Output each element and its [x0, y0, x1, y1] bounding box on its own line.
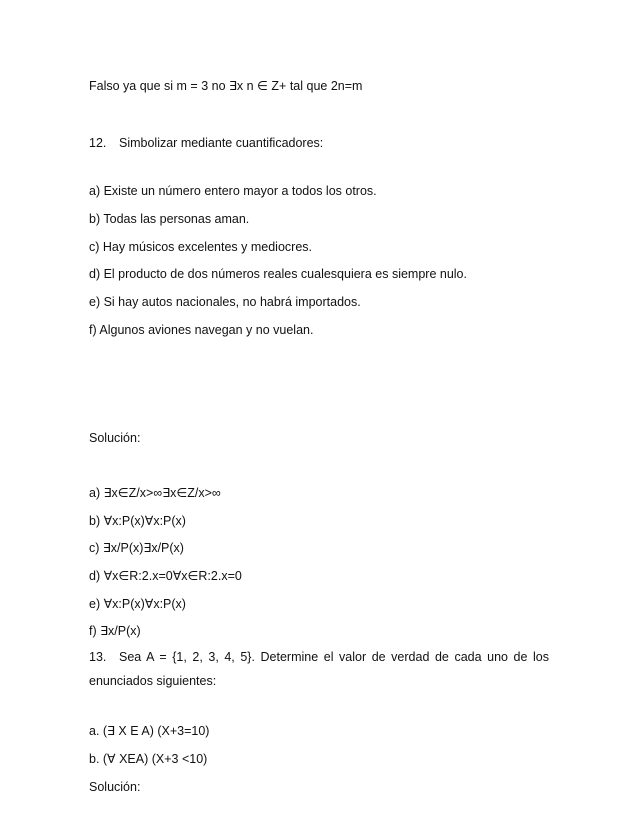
- solution-c: c) ∃x/P(x)∃x/P(x): [89, 541, 184, 555]
- question-12-heading: [89, 135, 323, 151]
- intro-line: Falso ya que si m = 3 no ∃x n ∈ Z+ tal que 2n=m: [89, 79, 363, 93]
- q12-item-a: a) Existe un número entero mayor a todos los otros.: [89, 184, 377, 198]
- solution-label-1: Solución:: [89, 431, 141, 445]
- question-13: [89, 645, 549, 693]
- solution-a: a) ∃x∈Z/x>∞∃x∈Z/x>∞: [89, 486, 221, 500]
- q12-item-d: d) El producto de dos números reales cualesquiera es siempre nulo.: [89, 267, 467, 281]
- q13-item-a: a. (∃ X E A) (X+3=10): [89, 724, 210, 738]
- question-13-text: Sea A = {1, 2, 3, 4, 5}. Determine el valor de verdad de cada uno de los enunciados siguientes:: [89, 650, 549, 688]
- q12-item-b: b) Todas las personas aman.: [89, 212, 250, 226]
- solution-e: e) ∀x:P(x)∀x:P(x): [89, 597, 186, 611]
- q12-item-f: f) Algunos aviones navegan y no vuelan.: [89, 323, 314, 337]
- solution-label-2: Solución:: [89, 780, 141, 794]
- solution-d: d) ∀x∈R:2.x=0∀x∈R:2.x=0: [89, 569, 242, 583]
- q12-item-c: c) Hay músicos excelentes y mediocres.: [89, 240, 312, 254]
- question-12-title: Simbolizar mediante cuantificadores:: [119, 136, 324, 150]
- q12-item-e: e) Si hay autos nacionales, no habrá importados.: [89, 295, 361, 309]
- q13-item-b: b. (∀ XEA) (X+3 <10): [89, 752, 208, 766]
- solution-f: f) ∃x/P(x): [89, 624, 141, 638]
- solution-b: b) ∀x:P(x)∀x:P(x): [89, 514, 186, 528]
- question-12-number: 12.: [89, 136, 107, 150]
- question-13-number: 13.: [89, 650, 107, 664]
